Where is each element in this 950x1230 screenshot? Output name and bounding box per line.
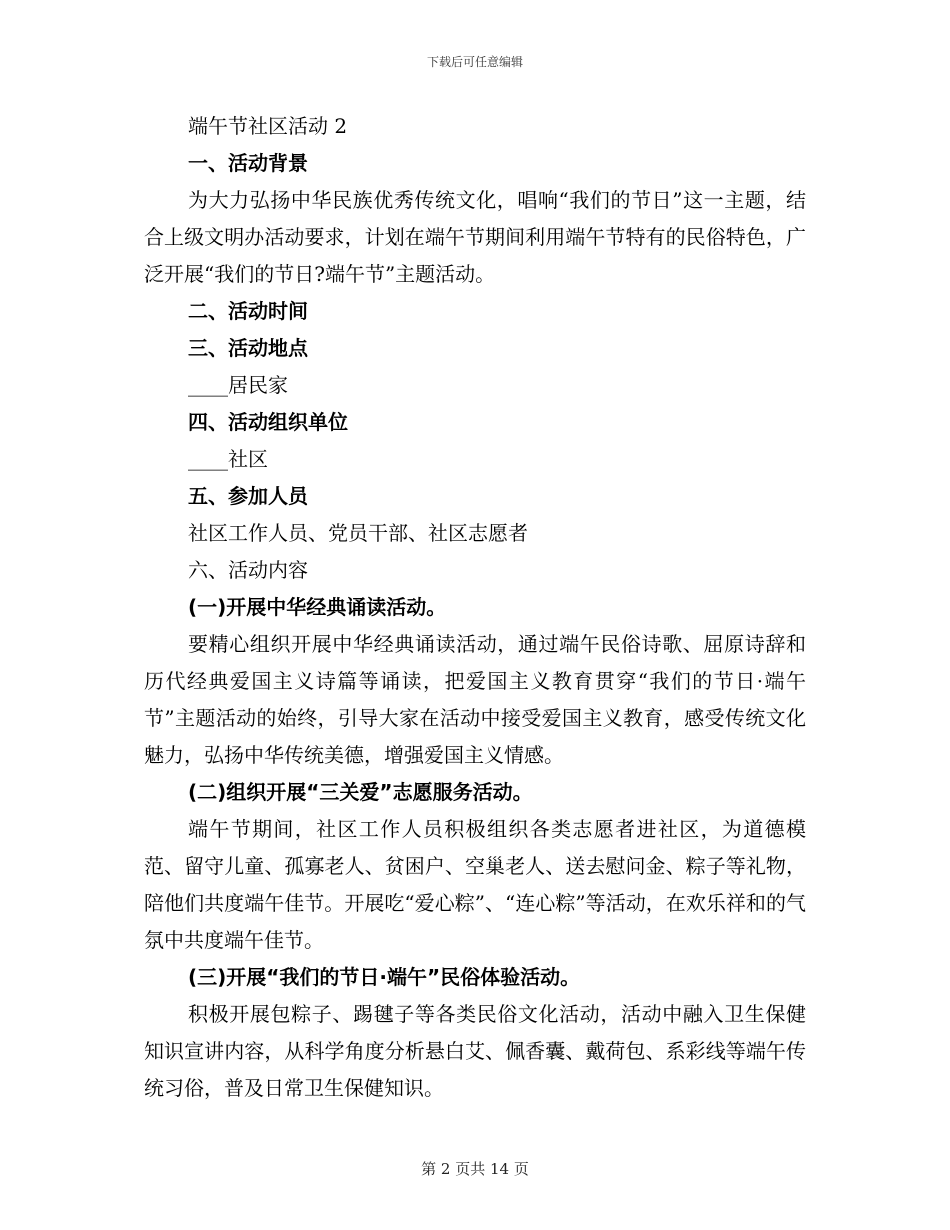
- subsection-heading-2: (二)组织开展“三关爱”志愿服务活动。: [188, 780, 533, 804]
- section-heading-location: 三、活动地点: [188, 336, 308, 360]
- section-heading-organizer: 四、活动组织单位: [188, 410, 348, 434]
- subsection-heading-3: (三)开展“我们的节日·端午”民俗体验活动。: [188, 965, 581, 989]
- subsection-body-3: 积极开展包粽子、踢毽子等各类民俗文化活动，活动中融入卫生保健知识宣讲内容，从科学角度分析悬白艾、佩香囊、戴荷包、系彩线等端午传统习俗，普及日常卫生保健知识。: [144, 1002, 806, 1100]
- document-body: [144, 108, 806, 1107]
- document-title: 端午节社区活动 2: [188, 114, 348, 138]
- section-heading-participants: 五、参加人员: [188, 484, 308, 508]
- section-body-location: ____居民家: [188, 373, 288, 397]
- section-heading-time: 二、活动时间: [188, 299, 308, 323]
- subsection-heading-1: (一)开展中华经典诵读活动。: [188, 595, 447, 619]
- section-body-background: 为大力弘扬中华民族优秀传统文化，唱响“我们的节日”这一主题，结合上级文明办活动要求，计划在端午节期间利用端午节特有的民俗特色，广泛开展“我们的节日?端午节”主题活动。: [144, 188, 806, 286]
- section-heading-background: 一、活动背景: [188, 151, 308, 175]
- page-header: 下载后可任意编辑: [426, 55, 523, 69]
- section-body-participants: 社区工作人员、党员干部、社区志愿者: [188, 521, 528, 545]
- section-body-organizer: ____社区: [188, 447, 268, 471]
- subsection-body-1: 要精心组织开展中华经典诵读活动，通过端午民俗诗歌、屈原诗辞和历代经典爱国主义诗篇等诵读，把爱国主义教育贯穿“我们的节日·端午节”主题活动的始终，引导大家在活动中接受爱国主义教育，感受传统文化魅力，弘扬中华传统美德，增强爱国主义情感。: [144, 632, 806, 767]
- section-heading-content: 六、活动内容: [188, 558, 308, 582]
- subsection-body-2: 端午节期间，社区工作人员积极组织各类志愿者进社区，为道德模范、留守儿童、孤寡老人、贫困户、空巢老人、送去慰问金、粽子等礼物，陪他们共度端午佳节。开展吃“爱心粽”、“连心粽”等活动，在欢乐祥和的气氛中共度端午佳节。: [144, 817, 806, 952]
- page-footer: 第 2 页共 14 页: [421, 1160, 529, 1178]
